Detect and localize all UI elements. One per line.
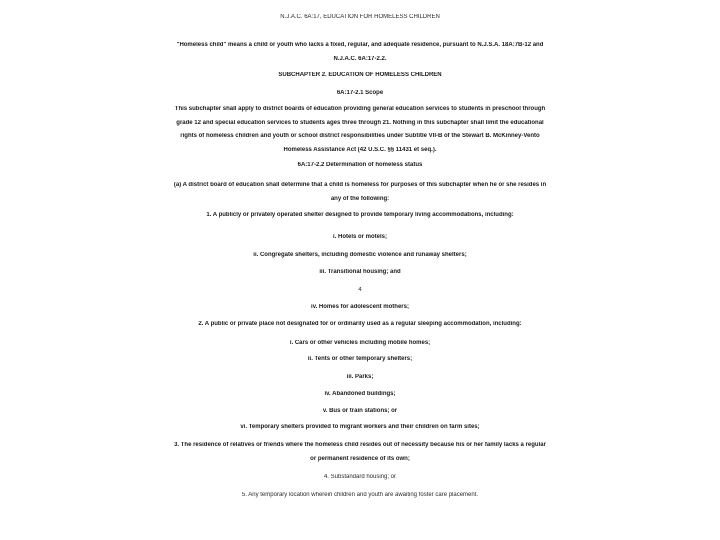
definition-line-1: "Homeless child" means a child or youth who lacks a fixed, regular, and adequate residence, pursuant to N.J.S.A. 18A:7B-12 and [176,42,544,48]
scope-line-1: This subchapter shall apply to district boards of education providing general education services to students in preschool through [174,106,546,112]
subchapter-heading: SUBCHAPTER 2. EDUCATION OF HOMELESS CHILDREN [278,72,442,78]
list-item-1: 1. A publicly or privately operated shelter designed to provide temporary living accommodations, including: [206,212,514,218]
list-item-2-iii: iii. Parks; [346,374,374,380]
list-item-2-i: i. Cars or other vehicles including mobile homes; [289,340,431,346]
document-header: N.J.A.C. 6A:17, EDUCATION FOR HOMELESS CHILDREN [280,14,440,20]
paragraph-a-line-1: (a) A district board of education shall determine that a child is homeless for purposes of this subchapter when he or she resides in [173,182,547,188]
definition-line-2: N.J.A.C. 6A:17-2.2. [333,56,387,62]
paragraph-a-line-2: any of the following: [330,196,390,202]
list-item-2-iv: iv. Abandoned buildings; [324,391,396,397]
list-item-5: 5. Any temporary location wherein children and youth are awaiting foster care placement. [241,492,479,498]
list-item-2-v: v. Bus or train stations; or [322,408,398,414]
list-item-1-iii: iii. Transitional housing; and [319,269,401,275]
scope-heading: 6A:17-2.1 Scope [336,90,384,96]
list-item-3-line-1: 3. The residence of relatives or friends where the homeless child resides out of necessity because his or her family lacks a regular [174,442,546,448]
list-item-2-vi: vi. Temporary shelters provided to migrant workers and their children on farm sites; [240,424,480,430]
list-item-1-ii: ii. Congregate shelters, including domestic violence and runaway shelters; [253,252,467,258]
scope-line-4: Homeless Assistance Act (42 U.S.C. §§ 11431 et seq.). [283,147,437,153]
list-item-1-iv: iv. Homes for adolescent mothers; [311,304,409,310]
list-item-4: 4. Substandard housing; or [323,474,397,480]
list-item-2: 2. A public or private place not designated for or ordinarily used as a regular sleeping accommodation, including: [198,321,522,327]
status-heading: 6A:17-2.2 Determination of homeless status [297,162,423,168]
list-item-2-ii: ii. Tents or other temporary shelters; [307,356,413,362]
scope-line-2: grade 12 and special education services to students ages three through 21. Nothing in this subchapter shall limit the educational [176,120,544,126]
list-item-1-i: i. Hotels or motels; [332,234,387,240]
stray-number: 4 [358,287,362,293]
scope-line-3: rights of homeless children and youth or school district responsibilities under Subtitle VII-B of the Stewart B. McKinney-Vento [180,133,540,139]
list-item-3-line-2: or permanent residence of its own; [310,456,410,462]
